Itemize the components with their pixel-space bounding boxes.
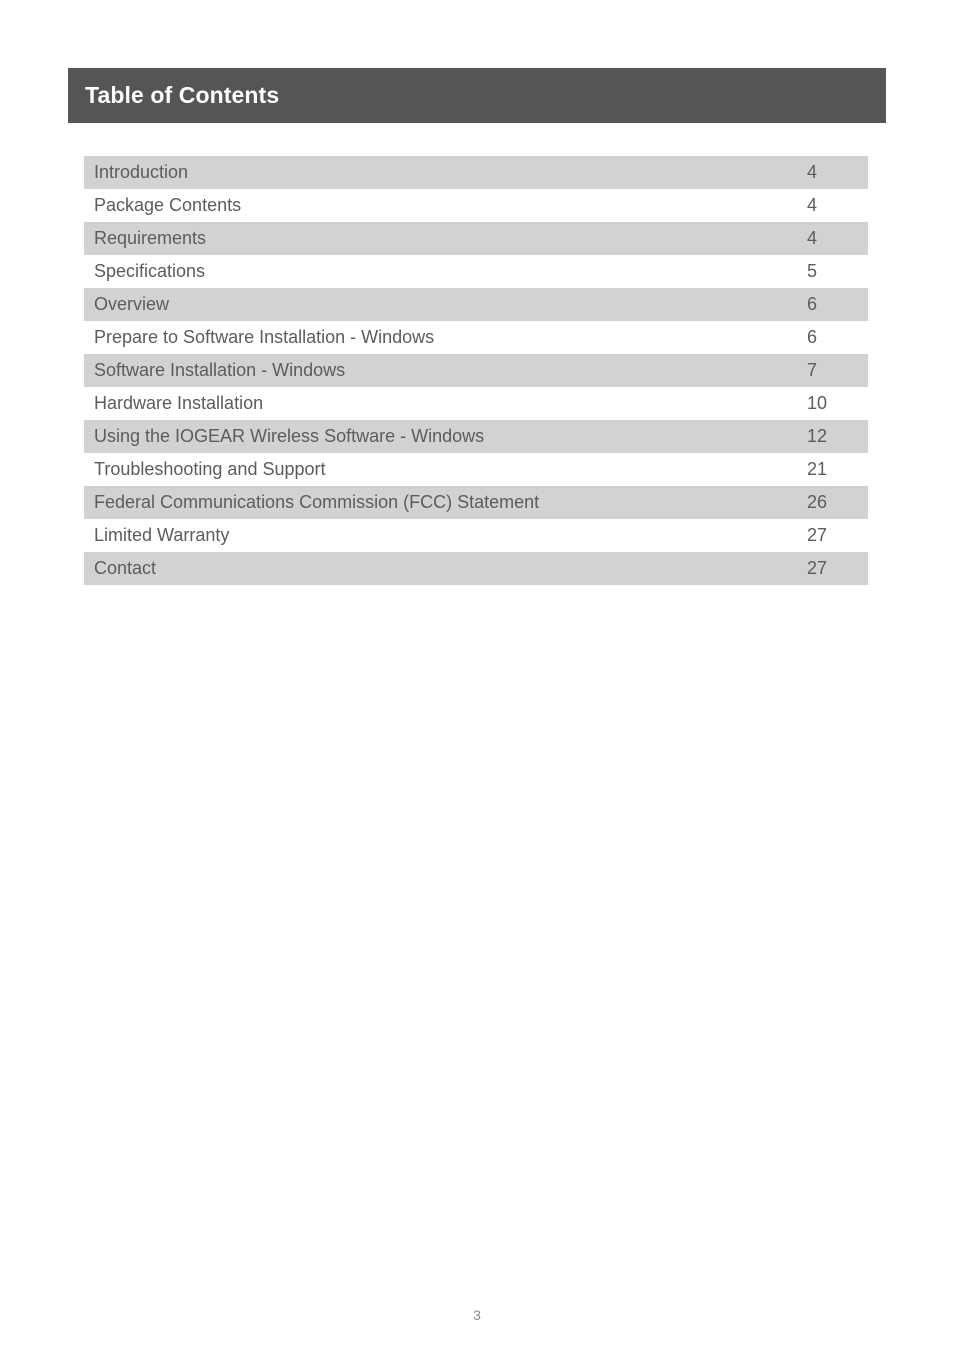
toc-entry-page: 27 — [807, 525, 828, 545]
toc-entry-troubleshooting[interactable] — [84, 453, 868, 486]
toc-entry-fcc-statement[interactable] — [84, 486, 868, 519]
toc-entry-title: Contact — [94, 558, 157, 578]
toc-entry-introduction[interactable] — [84, 156, 868, 189]
toc-entry-prepare-software-installation[interactable] — [84, 321, 868, 354]
toc-entry-requirements[interactable] — [84, 222, 868, 255]
toc-entry-page: 12 — [807, 426, 828, 446]
toc-entry-page: 27 — [807, 558, 828, 578]
page-number: 3 — [473, 1307, 481, 1323]
toc-entry-page: 26 — [807, 492, 828, 512]
toc-entry-package-contents[interactable] — [84, 189, 868, 222]
toc-entry-title: Troubleshooting and Support — [94, 459, 326, 479]
toc-entry-page: 6 — [807, 327, 818, 347]
toc-entry-title: Overview — [94, 294, 170, 314]
toc-entry-title: Prepare to Software Installation - Windows — [94, 327, 435, 347]
toc-entry-contact[interactable] — [84, 552, 868, 585]
toc-entry-page: 4 — [807, 195, 818, 215]
toc-entry-page: 10 — [807, 393, 828, 413]
toc-entry-overview[interactable] — [84, 288, 868, 321]
toc-entry-title: Requirements — [94, 228, 207, 248]
toc-entry-title: Software Installation - Windows — [94, 360, 346, 380]
toc-entry-limited-warranty[interactable] — [84, 519, 868, 552]
toc-entry-title: Introduction — [94, 162, 189, 182]
toc-entry-page: 4 — [807, 162, 818, 182]
toc-entry-title: Using the IOGEAR Wireless Software - Windows — [94, 426, 485, 446]
toc-entry-page: 6 — [807, 294, 818, 314]
toc-entry-specifications[interactable] — [84, 255, 868, 288]
toc-entry-title: Federal Communications Commission (FCC) Statement — [94, 492, 540, 512]
toc-entry-title: Limited Warranty — [94, 525, 230, 545]
toc-entry-hardware-installation[interactable] — [84, 387, 868, 420]
toc-header-bar — [68, 68, 886, 123]
toc-entry-using-wireless-software[interactable] — [84, 420, 868, 453]
page-title: Table of Contents — [85, 82, 280, 108]
toc-entry-page: 21 — [807, 459, 828, 479]
toc-entry-title: Hardware Installation — [94, 393, 264, 413]
toc-entry-page: 4 — [807, 228, 818, 248]
table-of-contents — [84, 156, 868, 585]
toc-entry-title: Package Contents — [94, 195, 242, 215]
toc-entry-software-installation[interactable] — [84, 354, 868, 387]
toc-entry-page: 5 — [807, 261, 818, 281]
toc-entry-page: 7 — [807, 360, 818, 380]
toc-entry-title: Specifications — [94, 261, 206, 281]
